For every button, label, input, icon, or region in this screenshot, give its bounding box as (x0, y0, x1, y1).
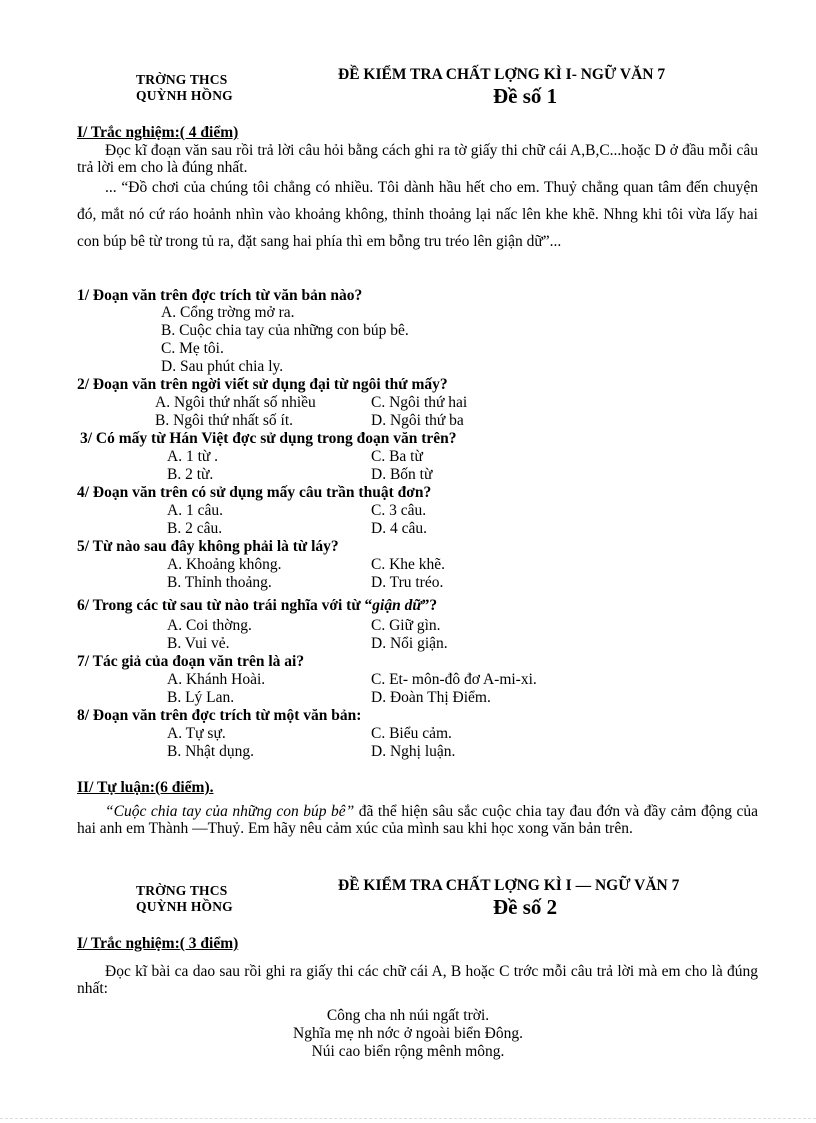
test-2-instruction: Đọc kĩ bài ca dao sau rồi ghi ra giấy thi các chữ cái A, B hoặc C trớc mỗi câu trả lời mà em cho là đúng nhất: (77, 963, 758, 997)
q8-option-d: D. Nghị luận. (371, 743, 456, 760)
q1-option-b: B. Cuộc chia tay của những con búp bê. (161, 322, 409, 339)
q7-option-a: A. Khánh Hoài. (167, 671, 266, 688)
school-2-line-1: TRỜNG THCS (136, 883, 228, 898)
school-2-line-2: QUỲNH HỒNG (136, 899, 233, 914)
question-1: 1/ Đoạn văn trên đợc trích từ văn bản nào? (77, 287, 363, 304)
essay-text: đã thể hiện sâu sắc cuộc chia tay đau đớn và đầy cảm động của hai anh em Thành —Thuỷ. Em hãy nêu cảm xúc của mình sau khi học xong văn bản trên. (77, 803, 758, 837)
q1-option-c: C. Mẹ tôi. (161, 340, 224, 357)
question-6 (77, 597, 437, 615)
section-2-title: II/ Tự luận:(6 điểm). (77, 779, 214, 796)
q1-option-d: D. Sau phút chia ly. (161, 358, 284, 375)
essay-prompt (77, 803, 758, 837)
question-6-keyword: giận dữ (372, 597, 422, 614)
school-name-2 (136, 883, 233, 915)
section-1-title: I/ Trắc nghiệm: (77, 124, 180, 141)
question-6-text: 6/ Trong các từ sau từ nào trái nghĩa với từ “ (77, 597, 373, 614)
q7-option-b: B. Lý Lan. (167, 689, 235, 706)
q4-option-a: A. 1 câu. (167, 502, 223, 519)
q8-option-c: C. Biểu cảm. (371, 725, 452, 742)
q6-option-b: B. Vui vẻ. (167, 635, 230, 652)
q7-option-d: D. Đoàn Thị Điểm. (371, 689, 491, 706)
poem-line-1: Công cha nh núi ngất trời. (326, 1007, 490, 1024)
question-7: 7/ Tác giả của đoạn văn trên là ai? (77, 653, 305, 670)
section-2-heading (77, 779, 758, 797)
q7-option-c: C. Et- môn-đô đơ A-mi-xi. (371, 671, 537, 688)
essay-quote: “Cuộc chia tay của những con búp bê” (105, 803, 355, 820)
q6-option-c: C. Giữ gìn. (371, 617, 441, 634)
q2-option-c: C. Ngôi thứ hai (371, 394, 468, 411)
q2-option-d: D. Ngôi thứ ba (371, 412, 464, 429)
q5-option-b: B. Thỉnh thoảng. (167, 574, 272, 591)
q6-option-a: A. Coi thờng. (167, 617, 252, 634)
question-8: 8/ Đoạn văn trên đợc trích từ một văn bản: (77, 707, 362, 724)
q4-option-d: D. 4 câu. (371, 520, 427, 537)
q5-option-a: A. Khoảng không. (167, 556, 282, 573)
question-5: 5/ Từ nào sau đây không phải là từ láy? (77, 538, 339, 555)
test-2-section-1-title: I/ Trắc nghiệm: (77, 935, 180, 952)
q4-option-b: B. 2 câu. (167, 520, 223, 537)
exam-title-2: ĐỀ KIỂM TRA CHẤT LỢNG KÌ I — NGỮ VĂN 7 (338, 877, 680, 894)
q3-option-b: B. 2 từ. (167, 466, 214, 483)
q8-option-b: B. Nhật dụng. (167, 743, 254, 760)
q3-option-d: D. Bốn từ (371, 466, 433, 483)
section-1-heading (77, 124, 758, 142)
test-2-section-1-heading (77, 935, 758, 953)
poem-line-2: Nghĩa mẹ nh nớc ở ngoài biển Đông. (293, 1025, 523, 1042)
question-6-end: ”? (421, 597, 438, 614)
section-1-instruction: Đọc kĩ đoạn văn sau rồi trả lời câu hỏi bằng cách ghi ra tờ giấy thi chữ cái A,B,C...hoặc D ở đầu mỗi câu trả lời em cho là đúng nhất. (77, 142, 758, 176)
section-1-points: ( 4 điểm) (179, 124, 239, 141)
q2-option-b: B. Ngôi thứ nhất số ít. (155, 412, 294, 429)
q8-option-a: A. Tự sự. (167, 725, 226, 742)
q4-option-c: C. 3 câu. (371, 502, 427, 519)
exam-number: Đề số 1 (493, 84, 558, 108)
q1-option-a: A. Cổng trờng mở ra. (161, 304, 295, 321)
school-line-1: TRỜNG THCS (136, 72, 228, 87)
q5-option-c: C. Khe khẽ. (371, 556, 446, 573)
q5-option-d: D. Tru tréo. (371, 574, 444, 591)
question-2: 2/ Đoạn văn trên ngời viết sử dụng đại từ ngôi thứ mấy? (77, 376, 448, 393)
q2-option-a: A. Ngôi thứ nhất số nhiều (155, 394, 316, 411)
poem-line-3: Núi cao biển rộng mênh mông. (311, 1043, 505, 1060)
question-4: 4/ Đoạn văn trên có sử dụng mấy câu trần thuật đơn? (77, 484, 432, 501)
exam-number-2: Đề số 2 (493, 895, 558, 919)
test-2-section-1-points: ( 3 điểm) (179, 935, 239, 952)
question-3: 3/ Có mấy từ Hán Việt đợc sử dụng trong đoạn văn trên? (80, 430, 457, 447)
page-bottom-divider (0, 1118, 816, 1119)
q3-option-c: C. Ba từ (371, 448, 423, 465)
reading-passage: ... “Đồ chơi của chúng tôi chẳng có nhiều. Tôi dành hầu hết cho em. Thuỷ chẳng quan tâm đến chuyện đó, mắt nó cứ ráo hoảnh nhìn vào khoảng không, thỉnh thoảng lại nấc lên khe khẽ. Nhng khi tôi vừa lấy hai con búp bê từ trong tủ ra, đặt sang hai phía thì em bỗng tru tréo lên giận dữ”... (77, 179, 758, 250)
q3-option-a: A. 1 từ . (167, 448, 219, 465)
q6-option-d: D. Nổi giận. (371, 635, 448, 652)
exam-title: ĐỀ KIỂM TRA CHẤT LỢNG KÌ I- NGỮ VĂN 7 (338, 66, 666, 83)
school-line-2: QUỲNH HỒNG (136, 88, 233, 103)
school-name (136, 72, 233, 104)
